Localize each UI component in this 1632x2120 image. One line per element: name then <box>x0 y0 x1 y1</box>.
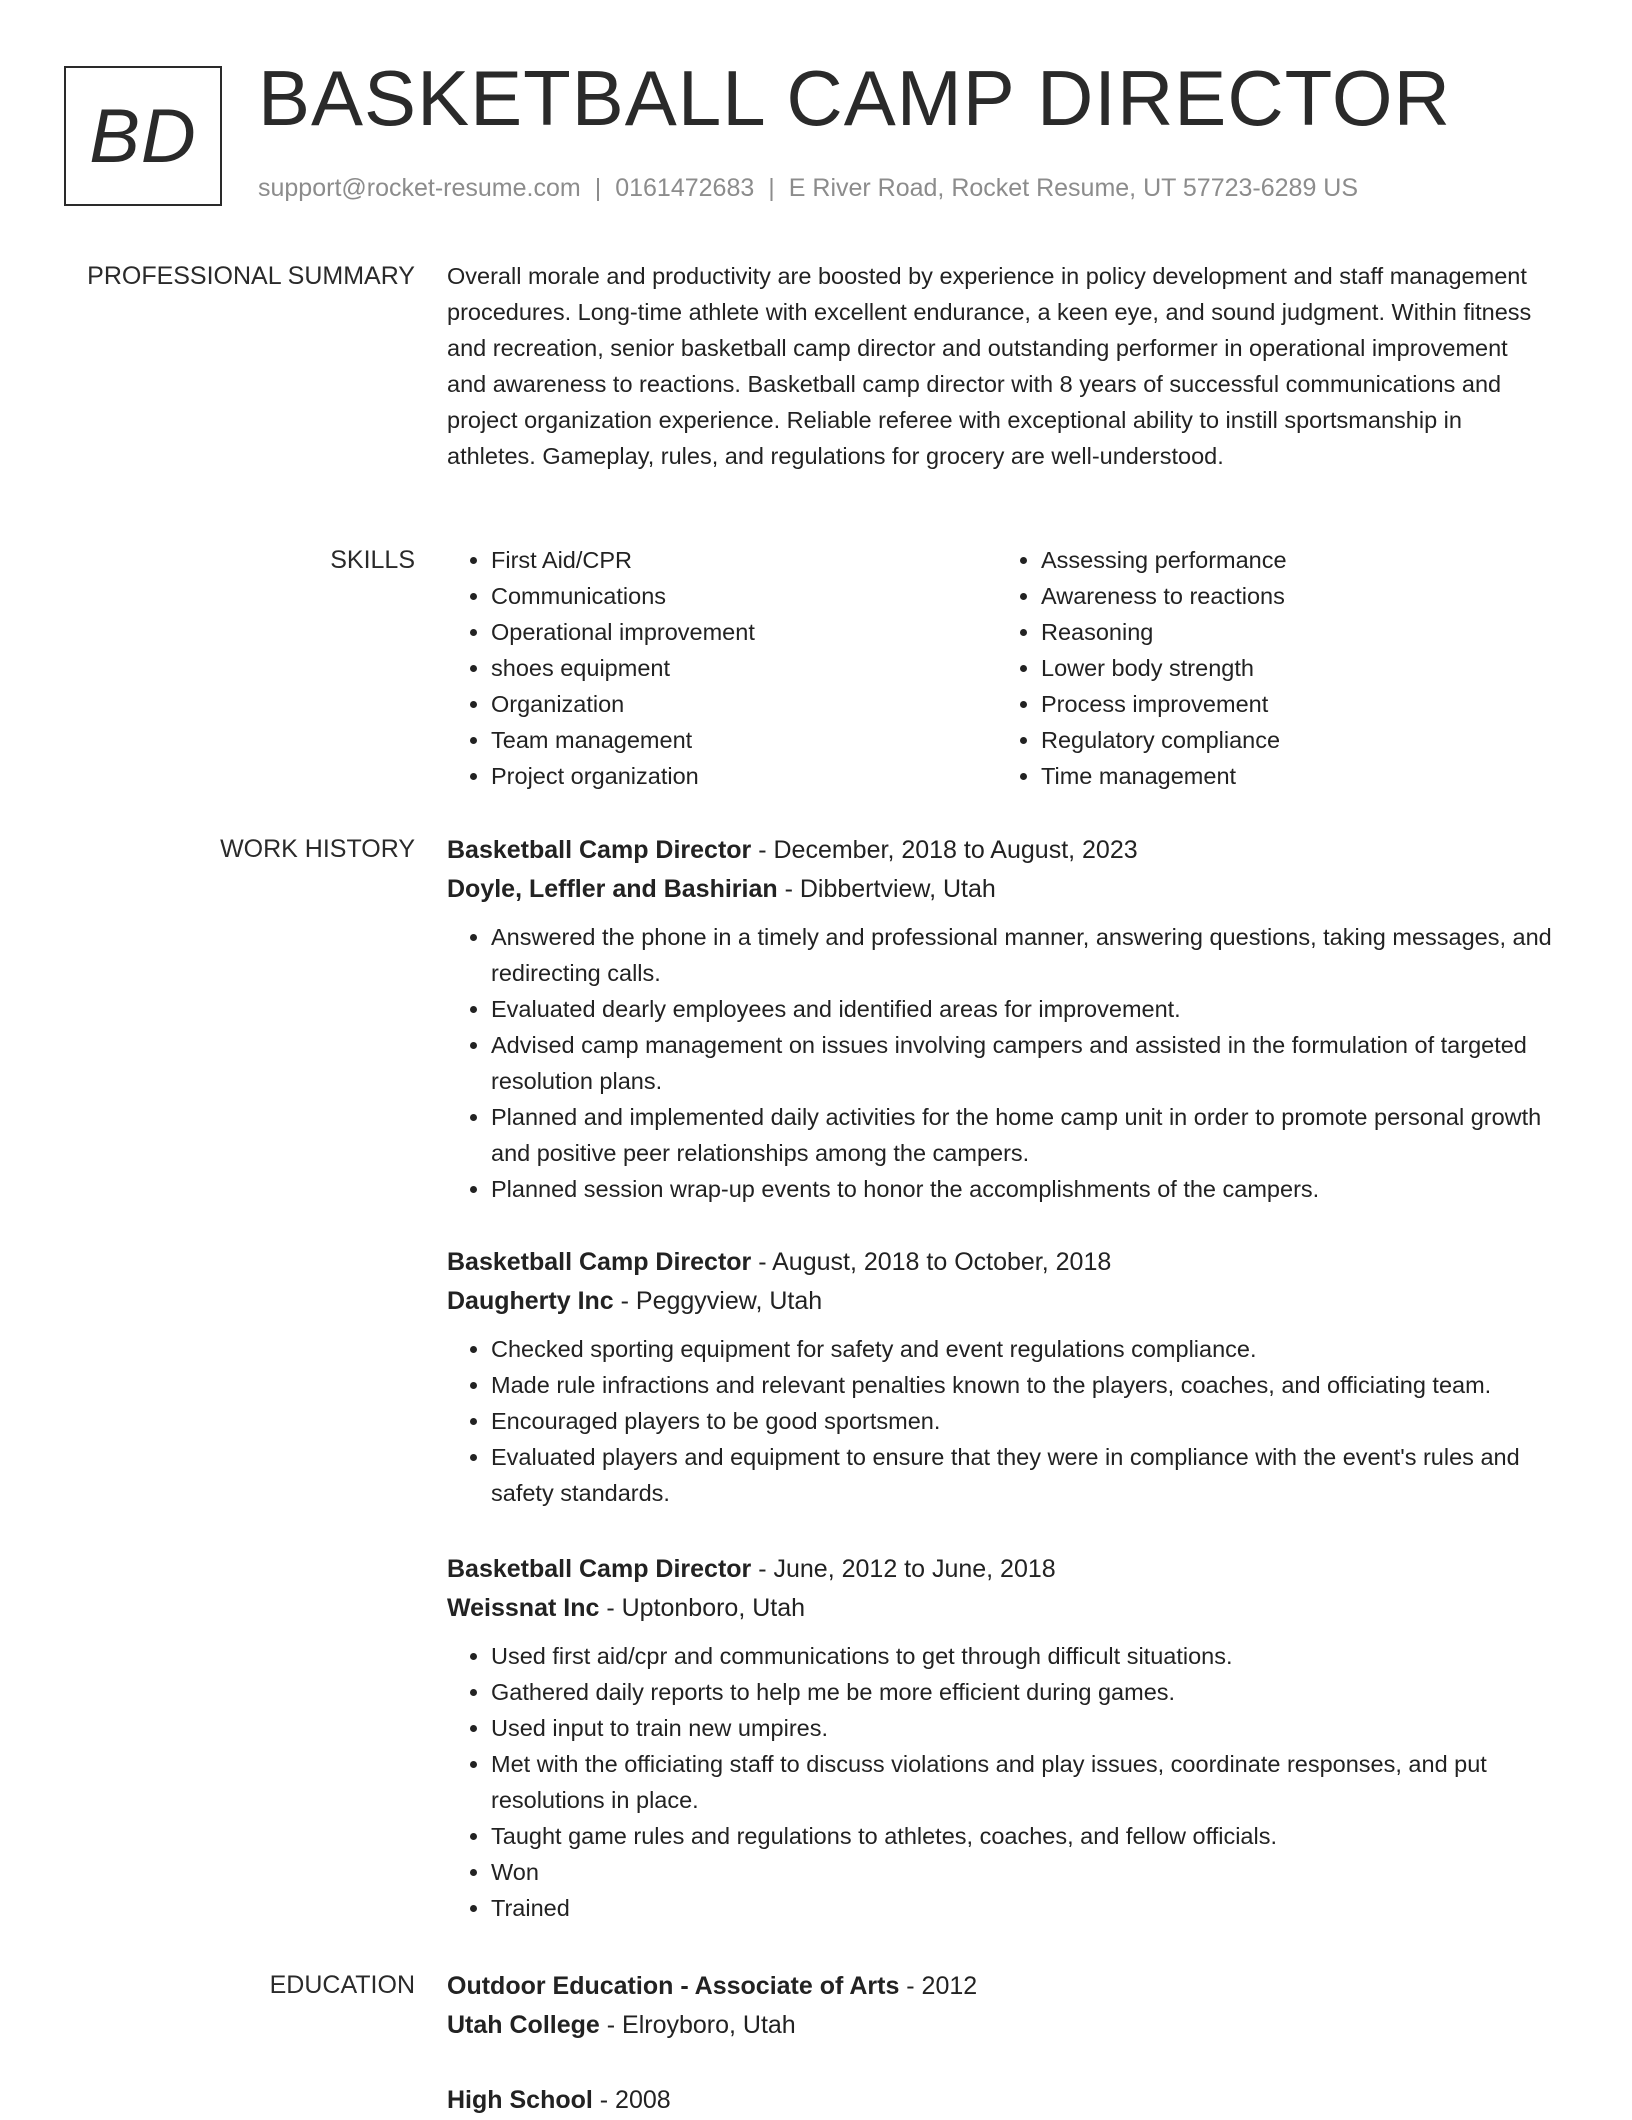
education-school: Utah College <box>447 2011 600 2039</box>
summary-text: Overall morale and productivity are boosted by experience in policy development and staff management procedures. Long-time athlete with excellent endurance, a keen eye, and sound judgment. Within fitness and recreation, senior basketball camp director and outstanding performer in operational improvement and awareness to reactions. Basketball camp director with 8 years of successful communications and project organization experience. Reliable referee with exceptional ability to instill sportsmanship in athletes. Gameplay, rules, and regulations for grocery are well-understood. <box>447 263 1532 469</box>
job-bullet: • Met with the officiating staff to discuss violations and play issues, coordinate responses, and put resolutions in place. <box>491 1746 1567 1818</box>
summary-content <box>447 258 1547 474</box>
skill-item: • Regulatory compliance <box>1041 722 1287 758</box>
job-entry <box>447 1243 1567 1511</box>
job-bullet: • Used input to train new umpires. <box>491 1710 1567 1746</box>
skill-item: • Time management <box>1041 758 1287 794</box>
job-company: Daugherty Inc <box>447 1287 614 1315</box>
skill-item: • Communications <box>491 578 755 614</box>
skill-item: • shoes equipment <box>491 650 755 686</box>
job-dates: - December, 2018 to August, 2023 <box>751 836 1138 864</box>
job-org-line <box>447 1589 1567 1628</box>
education-entry <box>447 2081 1567 2120</box>
job-bullet: • Used first aid/cpr and communications to get through difficult situations. <box>491 1638 1567 1674</box>
skill-item: • First Aid/CPR <box>491 542 755 578</box>
skills-column-left <box>447 542 755 794</box>
job-location: - Dibbertview, Utah <box>777 875 996 903</box>
education-location: - Elroyboro, Utah <box>599 2011 796 2039</box>
job-company: Weissnat Inc <box>447 1594 600 1622</box>
monogram-box <box>64 66 222 206</box>
contact-email: support@rocket-resume.com <box>258 174 581 202</box>
job-title: Basketball Camp Director <box>447 1248 752 1276</box>
job-org-line <box>447 870 1567 909</box>
job-bullet: • Evaluated players and equipment to ensure that they were in compliance with the event's rules and safety standards. <box>491 1439 1567 1511</box>
education-degree: High School <box>447 2086 593 2114</box>
job-title-line <box>447 1243 1567 1282</box>
job-bullet: • Encouraged players to be good sportsmen. <box>491 1403 1567 1439</box>
job-bullet: • Checked sporting equipment for safety and event regulations compliance. <box>491 1331 1567 1367</box>
job-bullet: • Gathered daily reports to help me be more efficient during games. <box>491 1674 1567 1710</box>
education-degree-line <box>447 2081 1567 2120</box>
job-bullet: • Evaluated dearly employees and identified areas for improvement. <box>491 991 1567 1027</box>
skill-item: • Lower body strength <box>1041 650 1287 686</box>
job-title: Basketball Camp Director <box>447 1555 752 1583</box>
skill-item: • Awareness to reactions <box>1041 578 1287 614</box>
contact-separator: | <box>594 174 602 202</box>
education-year: - 2008 <box>592 2086 671 2114</box>
job-title: Basketball Camp Director <box>447 836 752 864</box>
education-year: - 2012 <box>899 1972 978 2000</box>
job-location: - Peggyview, Utah <box>613 1287 823 1315</box>
job-bullet: • Planned session wrap-up events to honor the accomplishments of the campers. <box>491 1171 1567 1207</box>
job-entry <box>447 1550 1567 1926</box>
skill-item: • Reasoning <box>1041 614 1287 650</box>
education-school-line <box>447 2006 1567 2045</box>
job-bullet: • Taught game rules and regulations to athletes, coaches, and fellow officials. <box>491 1818 1567 1854</box>
job-title-line <box>447 831 1567 870</box>
resume-name: BASKETBALL CAMP DIRECTOR <box>258 54 1451 142</box>
job-location: - Uptonboro, Utah <box>599 1594 806 1622</box>
education-degree-line <box>447 1967 1567 2006</box>
job-title-line <box>447 1550 1567 1589</box>
skill-item: • Assessing performance <box>1041 542 1287 578</box>
job-entry <box>447 831 1567 1207</box>
job-bullet: • Won <box>491 1854 1567 1890</box>
education-label: EDUCATION <box>269 1971 415 1999</box>
education-entry <box>447 1967 1567 2045</box>
contact-address: E River Road, Rocket Resume, UT 57723-6289 US <box>788 174 1359 202</box>
skill-item: • Organization <box>491 686 755 722</box>
job-org-line <box>447 1282 1567 1321</box>
job-bullet: • Trained <box>491 1890 1567 1926</box>
contact-line <box>258 174 1358 203</box>
job-bullet: • Planned and implemented daily activities for the home camp unit in order to promote personal growth and positive peer relationships among the campers. <box>491 1099 1567 1171</box>
job-company: Doyle, Leffler and Bashirian <box>447 875 778 903</box>
monogram-initials: BD <box>89 93 197 179</box>
work-history-label: WORK HISTORY <box>220 835 415 863</box>
job-bullet: • Answered the phone in a timely and professional manner, answering questions, taking messages, and redirecting calls. <box>491 919 1567 991</box>
education-degree: Outdoor Education - Associate of Arts <box>447 1972 900 2000</box>
job-dates: - June, 2012 to June, 2018 <box>751 1555 1056 1583</box>
job-bullet: • Made rule infractions and relevant penalties known to the players, coaches, and officiating team. <box>491 1367 1567 1403</box>
skill-item: • Process improvement <box>1041 686 1287 722</box>
job-bullet: • Advised camp management on issues involving campers and assisted in the formulation of targeted resolution plans. <box>491 1027 1567 1099</box>
skill-item: • Team management <box>491 722 755 758</box>
skill-item: • Operational improvement <box>491 614 755 650</box>
skill-item: • Project organization <box>491 758 755 794</box>
contact-phone: 0161472683 <box>615 174 755 202</box>
job-dates: - August, 2018 to October, 2018 <box>751 1248 1112 1276</box>
summary-label: PROFESSIONAL SUMMARY <box>87 262 415 290</box>
contact-separator: | <box>768 174 775 202</box>
skills-label: SKILLS <box>330 546 415 574</box>
skills-column-right <box>997 542 1287 794</box>
